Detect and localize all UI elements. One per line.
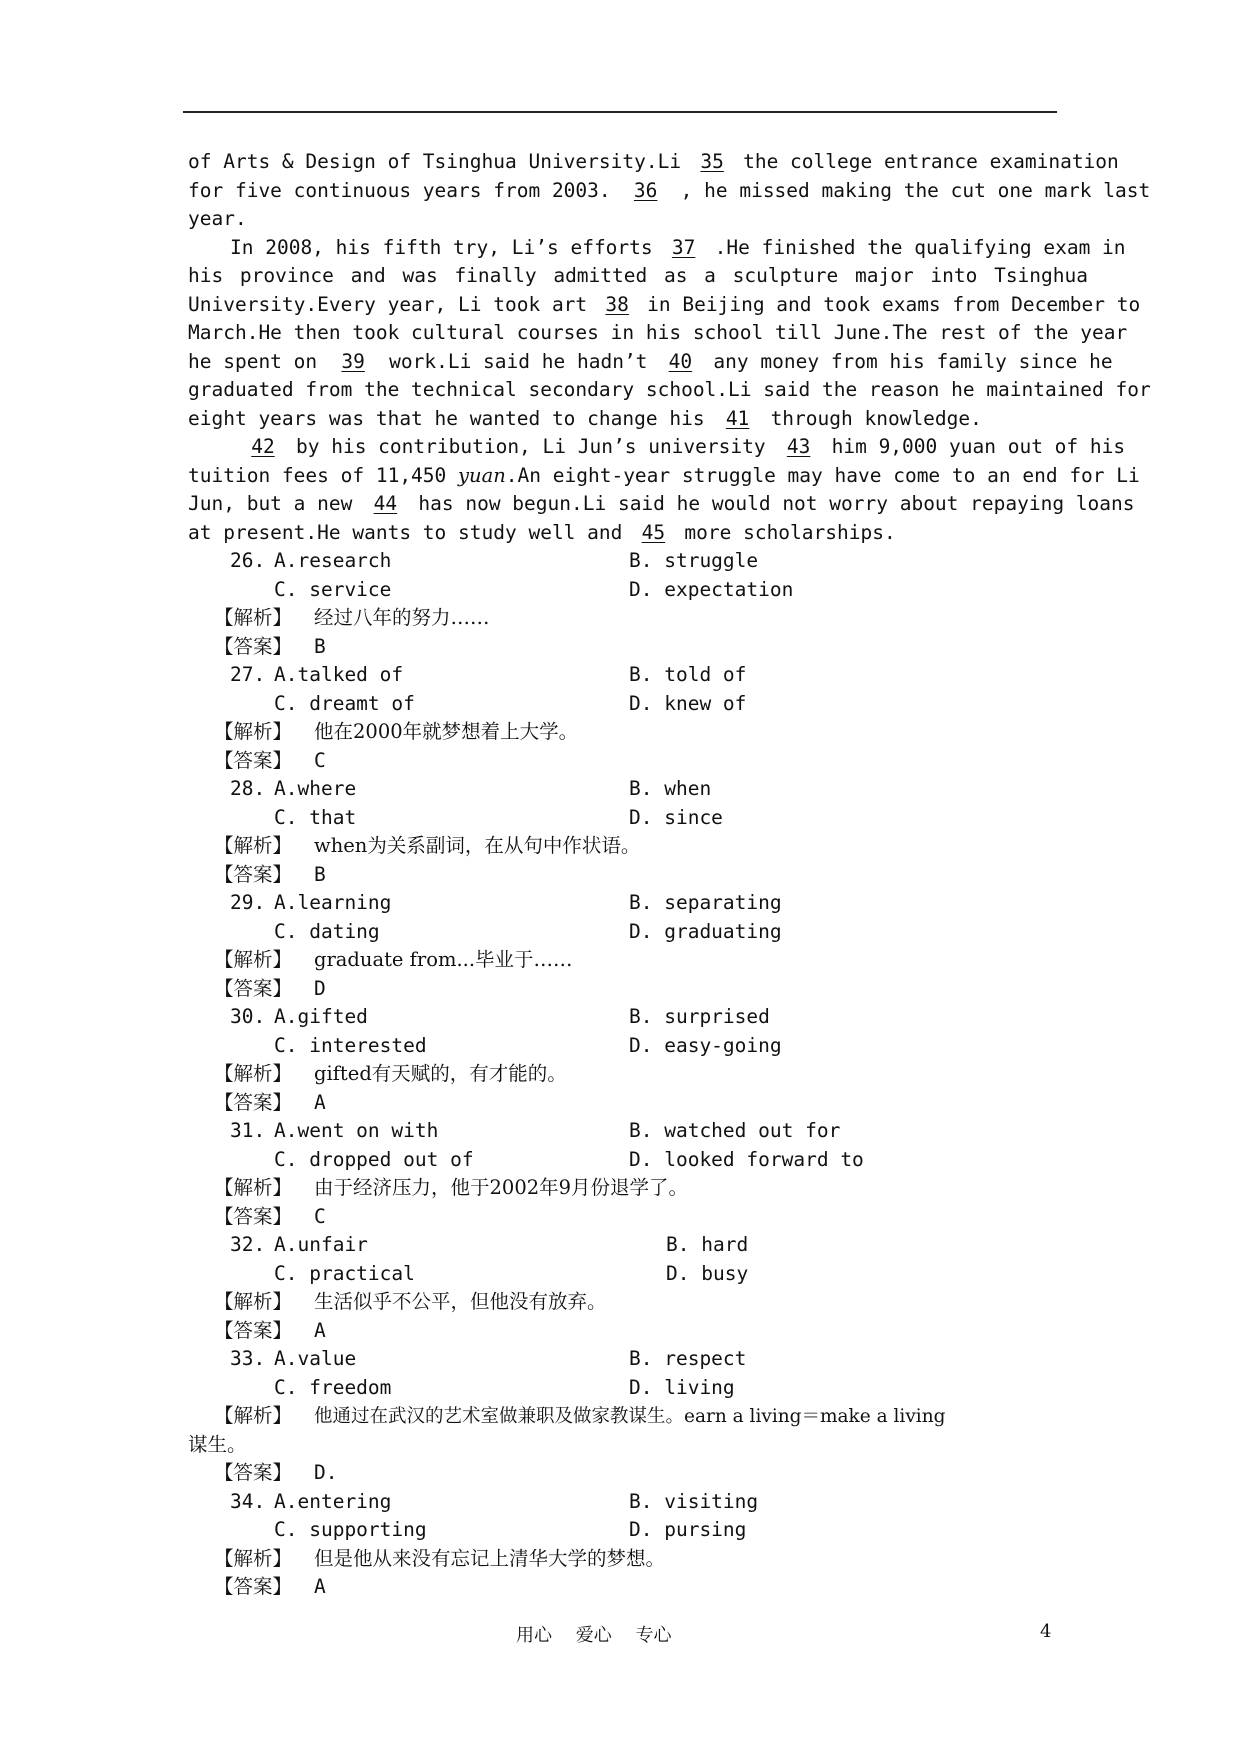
passage-text: he spent on [188, 349, 318, 373]
blank-39: 39 [341, 349, 365, 373]
analysis-label: 【解析】 [214, 1290, 293, 1313]
question-33 [188, 1345, 1088, 1374]
passage-text: In 2008, his fifth try, Li’s efforts [230, 235, 653, 259]
question-number: 27. [230, 663, 266, 686]
answer-label: 【答案】 [214, 1204, 293, 1228]
answer-label: 【答案】 [214, 976, 293, 1000]
question-number: 31. [230, 1119, 266, 1142]
analysis-label: 【解析】 [214, 1404, 293, 1427]
passage-line-7: March.He then took cultural courses in his school till June.The rest of the year [188, 321, 1128, 344]
answer-32 [188, 1317, 1088, 1346]
passage-text: University.Every year, Li took art [188, 292, 588, 316]
question-31 [188, 1117, 1088, 1146]
blank-44: 44 [373, 492, 398, 515]
option-c: C. dropped out of [274, 1147, 474, 1171]
option-b: B. respect [629, 1347, 747, 1370]
option-b: B. visiting [629, 1489, 759, 1513]
passage-text: .An eight-year struggle may have come to an end for Li [505, 463, 1140, 487]
passage-text: any money from his family since he [713, 349, 1113, 373]
analysis-text: 但是他从来没有忘记上清华大学的梦想。 [314, 1546, 666, 1570]
blank-35: 35 [700, 150, 724, 173]
passage-line-6 [188, 291, 1141, 320]
option-c: C. that [274, 805, 357, 829]
answer-text: D [314, 976, 326, 1000]
option-d: D. since [629, 805, 723, 829]
option-d: D. looked forward to [629, 1147, 864, 1171]
analysis-text: when为关系副词，在从句中作状语。 [314, 834, 641, 857]
blank-41: 41 [725, 406, 750, 430]
analysis-29 [188, 946, 1088, 975]
passage-text: work.Li said he hadn’t [389, 349, 648, 373]
answer-text: B [314, 634, 326, 658]
question-28-cd [188, 804, 1088, 833]
blank-36: 36 [633, 178, 658, 202]
analysis-label: 【解析】 [214, 834, 293, 857]
question-27 [188, 661, 1088, 690]
question-28 [188, 775, 1088, 804]
answer-label: 【答案】 [214, 1575, 293, 1598]
analysis-33 [188, 1402, 1088, 1431]
option-d: D. busy [666, 1261, 749, 1285]
header-rule [183, 111, 1057, 113]
question-number: 26. [230, 549, 266, 572]
answer-29 [188, 975, 1088, 1004]
page-body [188, 148, 1151, 1602]
option-c: C. practical [274, 1261, 415, 1285]
passage-text: by his contribution, Li Jun’s university [296, 435, 766, 458]
passage-text: has now begun.Li said he would not worry about repaying loans [418, 492, 1135, 515]
analysis-34 [188, 1545, 1088, 1574]
passage-text: .He finished the qualifying exam in [714, 235, 1126, 259]
option-d: D. living [629, 1375, 735, 1399]
passage-line-9: graduated from the technical secondary school.Li said the reason he maintained for [188, 378, 1151, 401]
analysis-label: 【解析】 [214, 1176, 293, 1199]
passage-italic: yuan [458, 463, 506, 487]
passage-line-11 [188, 433, 1126, 462]
question-30 [188, 1003, 1088, 1032]
option-d: D. graduating [629, 919, 782, 943]
answer-26 [188, 633, 1088, 662]
answer-text: C [314, 748, 326, 772]
passage-text: him 9,000 yuan out of his [831, 435, 1126, 458]
analysis-label: 【解析】 [214, 1546, 293, 1570]
question-number: 32. [230, 1233, 266, 1256]
option-a: A.went on with [274, 1119, 439, 1142]
option-a: A.learning [274, 891, 392, 914]
question-26 [188, 547, 1088, 576]
option-d: D. expectation [629, 577, 794, 601]
analysis-28 [188, 832, 1088, 861]
passage-line-5: his province and was finally admitted as a sculpture major into Tsinghua [188, 264, 1088, 287]
analysis-text: 经过八年的努力…… [314, 606, 490, 629]
analysis-32 [188, 1288, 1088, 1317]
question-27-cd [188, 690, 1088, 719]
analysis-text: gifted有天赋的，有才能的。 [314, 1062, 567, 1085]
option-c: C. freedom [274, 1375, 392, 1399]
answer-label: 【答案】 [214, 1318, 293, 1342]
option-b: B. told of [629, 663, 747, 686]
question-32-cd [188, 1260, 1088, 1289]
question-number: 28. [230, 777, 266, 800]
passage-line-13 [188, 490, 1135, 519]
question-31-cd [188, 1146, 1088, 1175]
passage-line-12 [188, 462, 1140, 491]
answer-text: A [314, 1318, 326, 1342]
blank-40: 40 [668, 349, 693, 373]
passage-line-1 [188, 148, 1119, 177]
blank-37: 37 [671, 235, 696, 259]
passage-text: in Beijing and took exams from December to [647, 292, 1141, 316]
option-b: B. struggle [629, 549, 759, 572]
answer-text: B [314, 862, 326, 886]
answer-label: 【答案】 [214, 1461, 293, 1484]
analysis-27 [188, 718, 1088, 747]
analysis-26 [188, 604, 1088, 633]
option-d: D. knew of [629, 691, 747, 715]
option-a: A.unfair [274, 1233, 368, 1256]
passage-line-14 [188, 519, 1088, 548]
passage-text: the college entrance examination [743, 150, 1119, 173]
question-32 [188, 1231, 1088, 1260]
question-34-cd [188, 1516, 1088, 1545]
answer-label: 【答案】 [214, 862, 293, 886]
passage-text: for five continuous years from 2003. [188, 178, 611, 202]
option-a: A.value [274, 1347, 357, 1370]
blank-38: 38 [605, 292, 629, 316]
analysis-label: 【解析】 [214, 606, 293, 629]
option-d: D. easy-going [629, 1033, 782, 1057]
question-34 [188, 1488, 1088, 1517]
option-d: D. pursing [629, 1518, 747, 1541]
passage-line-2 [188, 177, 1151, 206]
option-c: C. service [274, 577, 392, 601]
answer-label: 【答案】 [214, 634, 293, 658]
analysis-text: 生活似乎不公平，但他没有放弃。 [314, 1290, 607, 1313]
passage-line-4 [188, 234, 1126, 263]
passage-text: of Arts & Design of Tsinghua University.Li [188, 150, 682, 173]
passage-text: more scholarships. [684, 520, 896, 544]
option-b: B. hard [666, 1233, 749, 1256]
passage-text: tuition fees of 11,450 [188, 463, 459, 487]
option-a: A.where [274, 777, 357, 800]
option-a: A.research [274, 549, 392, 572]
option-b: B. when [629, 777, 712, 800]
analysis-33-cont: 谋生。 [188, 1432, 247, 1456]
passage-line-10 [188, 405, 1088, 434]
blank-45: 45 [641, 520, 666, 544]
blank-42: 42 [251, 435, 275, 458]
answer-27 [188, 747, 1088, 776]
passage-text: Jun, but a new [188, 492, 353, 515]
passage-text: at present.He wants to study well and [188, 520, 623, 544]
answer-28 [188, 861, 1088, 890]
option-b: B. watched out for [629, 1119, 841, 1142]
question-26-cd [188, 576, 1088, 605]
option-a: A.gifted [274, 1005, 368, 1028]
question-33-cd [188, 1374, 1088, 1403]
question-29-cd [188, 918, 1088, 947]
option-a: A.talked of [274, 663, 404, 686]
answer-text: A [314, 1090, 326, 1114]
analysis-30 [188, 1060, 1088, 1089]
question-29 [188, 889, 1088, 918]
blank-43: 43 [786, 435, 811, 458]
passage-text: , he missed making the cut one mark last [680, 178, 1151, 202]
analysis-text: 由于经济压力，他于2002年9月份退学了。 [314, 1176, 689, 1199]
analysis-text: graduate from...毕业于…… [314, 948, 573, 971]
option-c: C. dreamt of [274, 691, 415, 715]
analysis-label: 【解析】 [214, 720, 293, 743]
question-number: 29. [230, 891, 266, 914]
passage-text: through knowledge. [770, 406, 982, 430]
question-30-cd [188, 1032, 1088, 1061]
option-c: C. supporting [274, 1518, 427, 1541]
answer-text: A [314, 1575, 326, 1598]
footer-motto: 用心 爱心 专心 [516, 1625, 672, 1646]
answer-text: C [314, 1204, 326, 1228]
analysis-label: 【解析】 [214, 1062, 293, 1085]
analysis-label: 【解析】 [214, 948, 293, 971]
answer-30 [188, 1089, 1088, 1118]
option-b: B. surprised [629, 1005, 770, 1028]
answer-label: 【答案】 [214, 748, 293, 772]
analysis-31 [188, 1174, 1088, 1203]
option-c: C. dating [274, 919, 380, 943]
option-c: C. interested [274, 1033, 427, 1057]
answer-text: D. [314, 1461, 338, 1484]
passage-line-3: year. [188, 207, 247, 230]
question-number: 30. [230, 1005, 266, 1028]
passage-text: eight years was that he wanted to change his [188, 406, 705, 430]
option-a: A.entering [274, 1489, 392, 1513]
analysis-text: 他在2000年就梦想着上大学。 [314, 720, 579, 743]
page-number: 4 [1040, 1621, 1052, 1642]
passage-line-8 [188, 348, 1113, 377]
analysis-text: 他通过在武汉的艺术室做兼职及做家教谋生。earn a living＝make a living [314, 1406, 946, 1427]
option-b: B. separating [629, 891, 782, 914]
answer-label: 【答案】 [214, 1090, 293, 1114]
question-number: 33. [230, 1347, 266, 1370]
question-number: 34. [230, 1489, 266, 1513]
answer-31 [188, 1203, 1088, 1232]
answer-34 [188, 1573, 1088, 1602]
answer-33 [188, 1459, 1088, 1488]
